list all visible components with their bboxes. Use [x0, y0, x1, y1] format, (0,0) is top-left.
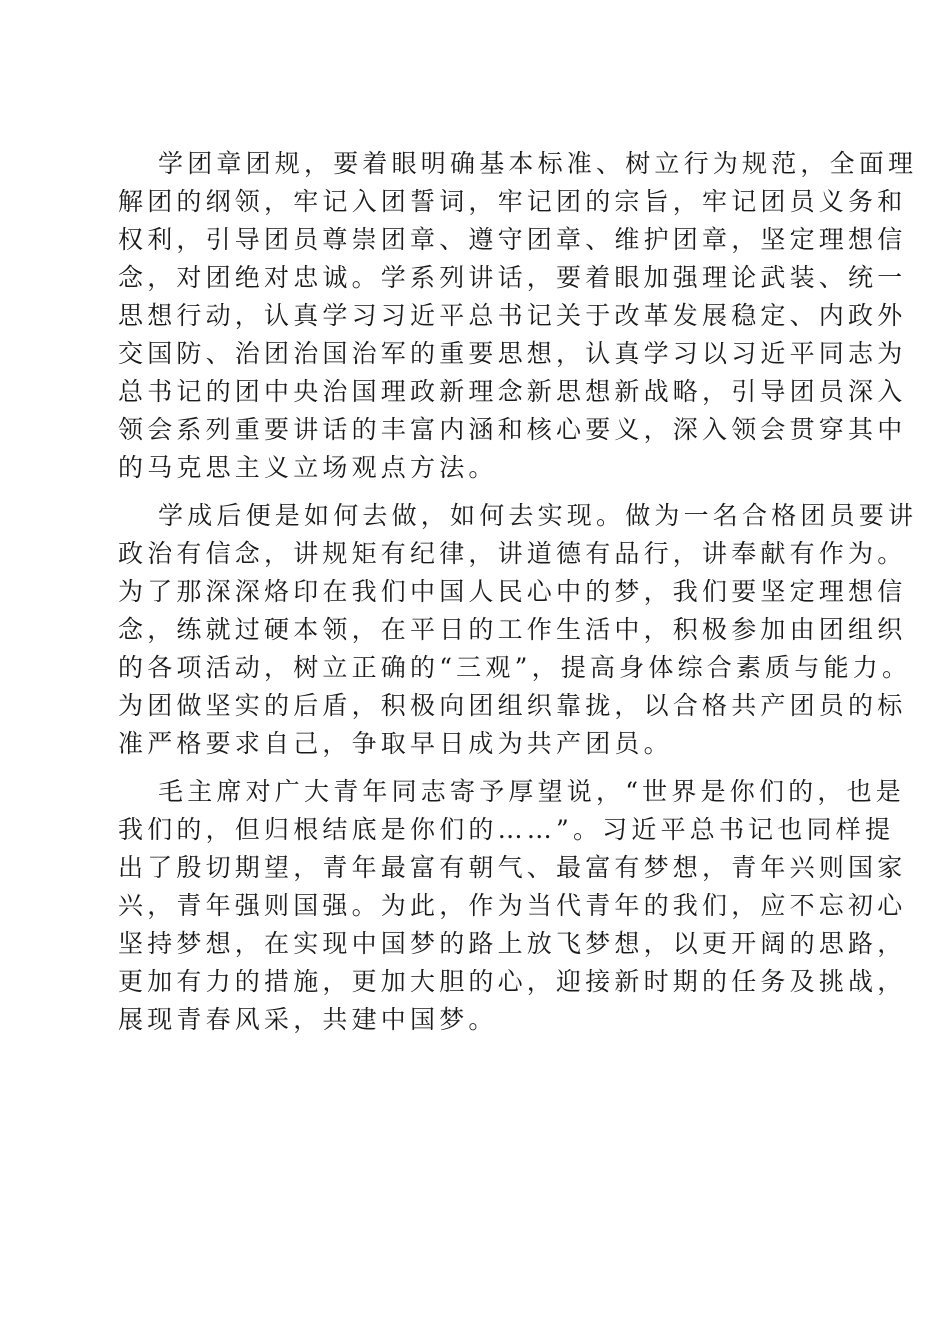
- paragraph-line: 思想行动，认真学习习近平总书记关于改革发展稳定、内政外: [118, 301, 907, 330]
- paragraph-line: 准严格要求自己，争取早日成为共产团员。: [118, 729, 673, 758]
- paragraph-line: 我们的，但归根结底是你们的……”。习近平总书记也同样提: [118, 815, 895, 844]
- paragraph-line: 的马克思主义立场观点方法。: [118, 453, 498, 482]
- paragraph-line: 坚持梦想，在实现中国梦的路上放飞梦想，以更开阔的思路，: [118, 929, 907, 958]
- paragraph-line: 交国防、治团治国治军的重要思想，认真学习以习近平同志为: [118, 339, 907, 368]
- paragraph-line: 权利，引导团员尊崇团章、遵守团章、维护团章，坚定理想信: [118, 225, 907, 254]
- paragraph-line: 为团做坚实的后盾，积极向团组织靠拢，以合格共产团员的标: [118, 691, 907, 720]
- paragraph-line: 出了殷切期望，青年最富有朝气、最富有梦想，青年兴则国家: [118, 853, 907, 882]
- paragraph-line: 毛主席对广大青年同志寄予厚望说，“世界是你们的，也是: [158, 777, 905, 806]
- paragraph-line: 政治有信念，讲规矩有纪律，讲道德有品行，讲奉献有作为。: [118, 539, 907, 568]
- paragraph-line: 解团的纲领，牢记入团誓词，牢记团的宗旨，牢记团员义务和: [118, 187, 907, 216]
- paragraph-line: 学成后便是如何去做，如何去实现。做为一名合格团员要讲: [158, 501, 918, 530]
- paragraph-line: 的各项活动，树立正确的“三观”，提高身体综合素质与能力。: [118, 653, 912, 682]
- paragraph-line: 展现青春风采，共建中国梦。: [118, 1005, 498, 1034]
- paragraph-line: 兴，青年强则国强。为此，作为当代青年的我们，应不忘初心: [118, 891, 907, 920]
- paragraph-line: 为了那深深烙印在我们中国人民心中的梦，我们要坚定理想信: [118, 577, 907, 606]
- paragraph-line: 念，对团绝对忠诚。学系列讲话，要着眼加强理论武装、统一: [118, 263, 907, 292]
- paragraph-line: 学团章团规，要着眼明确基本标准、树立行为规范，全面理: [158, 149, 918, 178]
- paragraph-line: 念，练就过硬本领，在平日的工作生活中，积极参加由团组织: [118, 615, 907, 644]
- paragraph-line: 领会系列重要讲话的丰富内涵和核心要义，深入领会贯穿其中: [118, 415, 907, 444]
- paragraph-line: 总书记的团中央治国理政新理念新思想新战略，引导团员深入: [118, 377, 907, 406]
- paragraph-line: 更加有力的措施，更加大胆的心，迎接新时期的任务及挑战，: [118, 967, 907, 996]
